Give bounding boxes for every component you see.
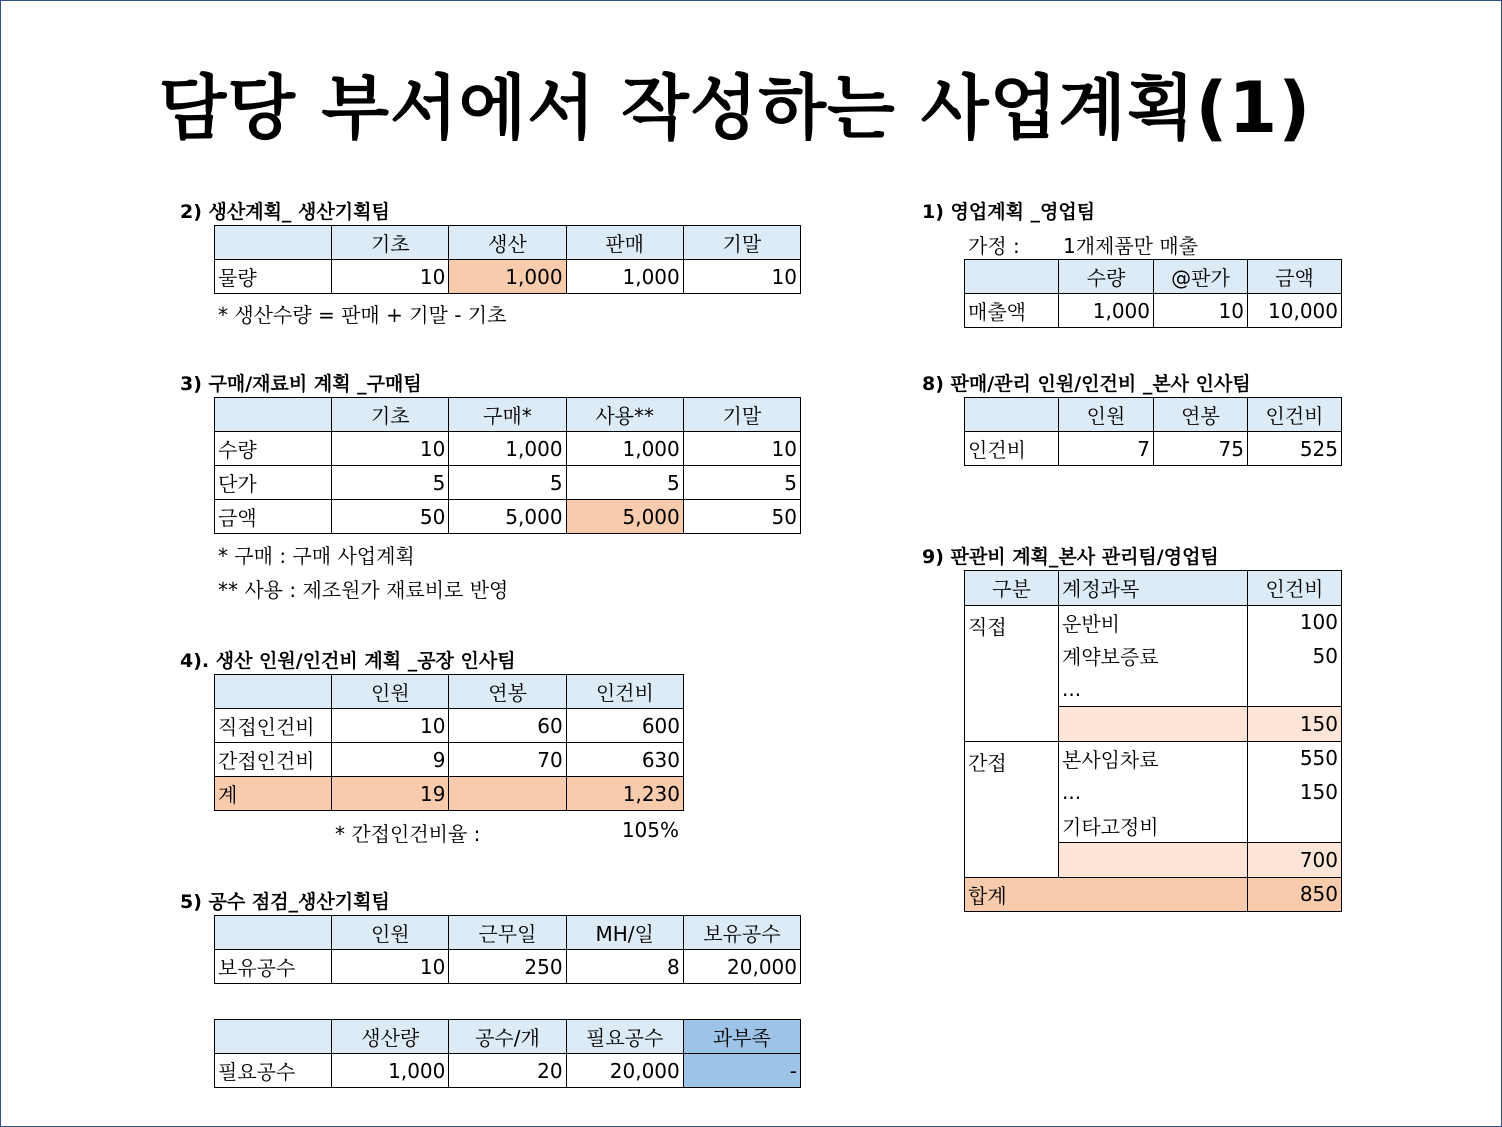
cell: 10	[332, 950, 449, 984]
row-label: 보유공수	[215, 950, 332, 984]
cell: 1,230	[566, 777, 683, 811]
header-cell: 구매*	[449, 398, 566, 432]
table-row	[215, 950, 801, 984]
row-label: 수량	[215, 432, 332, 466]
table-row-total	[215, 777, 684, 811]
header-cell: @판가	[1154, 260, 1248, 294]
table-row	[215, 709, 684, 743]
cell: 50	[1248, 639, 1342, 673]
header-cell: 기말	[683, 226, 800, 260]
section-5-heading: 5) 공수 점검_생산기획팀	[180, 891, 390, 913]
table-row	[965, 605, 1342, 639]
header-cell: 과부족	[683, 1020, 800, 1054]
cell: 10	[1154, 294, 1248, 328]
header-cell: 판매	[566, 226, 683, 260]
purchase-note-1: * 구매 : 구매 사업계획	[218, 544, 415, 568]
sga-expense-table	[964, 570, 1342, 912]
indirect-ratio-value: 105%	[621, 818, 679, 842]
row-label: 매출액	[965, 294, 1059, 328]
header-cell: 인원	[1059, 398, 1154, 432]
header-cell: 인원	[332, 916, 449, 950]
header-cell: 보유공수	[683, 916, 800, 950]
cell: 150	[1248, 775, 1342, 809]
header-cell	[215, 226, 332, 260]
header-cell: 계정과목	[1059, 571, 1248, 606]
account-item: 기타고정비	[1059, 809, 1248, 843]
cell: 5	[566, 466, 683, 500]
cell: 550	[1248, 741, 1342, 775]
cell: 5	[332, 466, 449, 500]
row-label: 인건비	[965, 432, 1059, 466]
row-label: 직접인건비	[215, 709, 332, 743]
cell: 100	[1248, 605, 1342, 639]
cell: 75	[1154, 432, 1248, 466]
cell: 19	[332, 777, 449, 811]
header-cell: 근무일	[449, 916, 566, 950]
header-cell	[215, 675, 332, 709]
header-cell: 기말	[683, 398, 800, 432]
account-item: ...	[1059, 775, 1248, 809]
header-cell	[215, 398, 332, 432]
header-cell: 생산량	[332, 1020, 449, 1054]
header-cell: 인건비	[1248, 571, 1342, 606]
required-manhours-table	[214, 1019, 801, 1088]
table-row	[215, 432, 801, 466]
account-item: 본사임차료	[1059, 741, 1248, 775]
table-row	[215, 260, 801, 294]
group-label: 직접	[965, 605, 1059, 741]
cell: 70	[449, 743, 566, 777]
cell: 8	[566, 950, 683, 984]
cell: 1,000	[1059, 294, 1154, 328]
header-cell: 금액	[1248, 260, 1342, 294]
table-row-total	[965, 877, 1342, 912]
group-label: 간접	[965, 741, 1059, 877]
cell-highlight: -	[683, 1054, 800, 1088]
table-row	[215, 466, 801, 500]
cell: 525	[1248, 432, 1342, 466]
row-label: 계	[215, 777, 332, 811]
row-label: 간접인건비	[215, 743, 332, 777]
row-label: 필요공수	[215, 1054, 332, 1088]
header-cell: 기초	[332, 398, 449, 432]
cell: 60	[449, 709, 566, 743]
account-item: 운반비	[1059, 605, 1248, 639]
cell	[449, 777, 566, 811]
sales-plan-table	[964, 259, 1342, 328]
subtotal-blank	[1059, 843, 1248, 878]
header-cell: 기초	[332, 226, 449, 260]
header-cell: 필요공수	[566, 1020, 683, 1054]
subtotal-blank	[1059, 707, 1248, 742]
header-cell: 연봉	[1154, 398, 1248, 432]
indirect-ratio-label: * 간접인건비율 :	[335, 822, 481, 846]
header-cell: 연봉	[449, 675, 566, 709]
header-cell: 인건비	[1248, 398, 1342, 432]
row-label: 물량	[215, 260, 332, 294]
header-cell: 사용**	[566, 398, 683, 432]
header-cell	[215, 916, 332, 950]
row-label: 금액	[215, 500, 332, 534]
header-cell	[965, 260, 1059, 294]
cell: 1,000	[566, 260, 683, 294]
cell: 1,000	[449, 432, 566, 466]
production-note: * 생산수량 = 판매 + 기말 - 기초	[218, 303, 507, 327]
header-cell: 수량	[1059, 260, 1154, 294]
total-label: 합계	[965, 877, 1248, 912]
table-row	[965, 432, 1342, 466]
header-cell: MH/일	[566, 916, 683, 950]
cell: 9	[332, 743, 449, 777]
cell: 50	[332, 500, 449, 534]
cell: 10	[332, 709, 449, 743]
section-1-heading: 1) 영업계획 _영업팀	[922, 201, 1096, 223]
subtotal-value: 700	[1248, 843, 1342, 878]
header-cell: 공수/개	[449, 1020, 566, 1054]
assumption-value: 1개제품만 매출	[1063, 234, 1199, 258]
cell	[1248, 809, 1342, 843]
section-4-heading: 4). 생산 인원/인건비 계획 _공장 인사팀	[180, 650, 516, 672]
row-label: 단가	[215, 466, 332, 500]
cell: 10	[683, 432, 800, 466]
cell: 7	[1059, 432, 1154, 466]
header-cell: 인원	[332, 675, 449, 709]
header-cell	[215, 1020, 332, 1054]
production-plan-table	[214, 225, 801, 294]
header-cell: 생산	[449, 226, 566, 260]
cell: 5,000	[449, 500, 566, 534]
cell	[1248, 673, 1342, 707]
header-cell: 인건비	[566, 675, 683, 709]
account-item: ...	[1059, 673, 1248, 707]
cell: 10,000	[1248, 294, 1342, 328]
cell: 10	[332, 432, 449, 466]
section-2-heading: 2) 생산계획_ 생산기획팀	[180, 201, 390, 223]
table-row	[965, 741, 1342, 775]
section-3-heading: 3) 구매/재료비 계획 _구매팀	[180, 373, 422, 395]
sga-labor-table	[964, 397, 1342, 466]
header-cell	[965, 398, 1059, 432]
cell: 1,000	[566, 432, 683, 466]
cell-highlight: 5,000	[566, 500, 683, 534]
labor-plan-table	[214, 674, 684, 811]
cell: 600	[566, 709, 683, 743]
subtotal-value: 150	[1248, 707, 1342, 742]
section-9-heading: 9) 판관비 계획_본사 관리팀/영업팀	[922, 546, 1219, 568]
header-cell: 구분	[965, 571, 1059, 606]
cell: 20,000	[683, 950, 800, 984]
section-8-heading: 8) 판매/관리 인원/인건비 _본사 인사팀	[922, 373, 1251, 395]
table-row	[965, 294, 1342, 328]
account-item: 계약보증료	[1059, 639, 1248, 673]
total-value: 850	[1248, 877, 1342, 912]
cell: 1,000	[332, 1054, 449, 1088]
cell: 250	[449, 950, 566, 984]
purchase-plan-table	[214, 397, 801, 534]
cell: 20	[449, 1054, 566, 1088]
purchase-note-2: ** 사용 : 제조원가 재료비로 반영	[218, 578, 509, 602]
cell: 50	[683, 500, 800, 534]
cell-highlight: 1,000	[449, 260, 566, 294]
table-row	[215, 1054, 801, 1088]
assumption-label: 가정 :	[968, 234, 1020, 258]
available-manhours-table	[214, 915, 801, 984]
cell: 10	[683, 260, 800, 294]
page-title: 담당 부서에서 작성하는 사업계획(1)	[158, 67, 1312, 149]
table-row	[215, 743, 684, 777]
cell: 20,000	[566, 1054, 683, 1088]
cell: 5	[449, 466, 566, 500]
cell: 5	[683, 466, 800, 500]
cell: 10	[332, 260, 449, 294]
table-row	[215, 500, 801, 534]
cell: 630	[566, 743, 683, 777]
